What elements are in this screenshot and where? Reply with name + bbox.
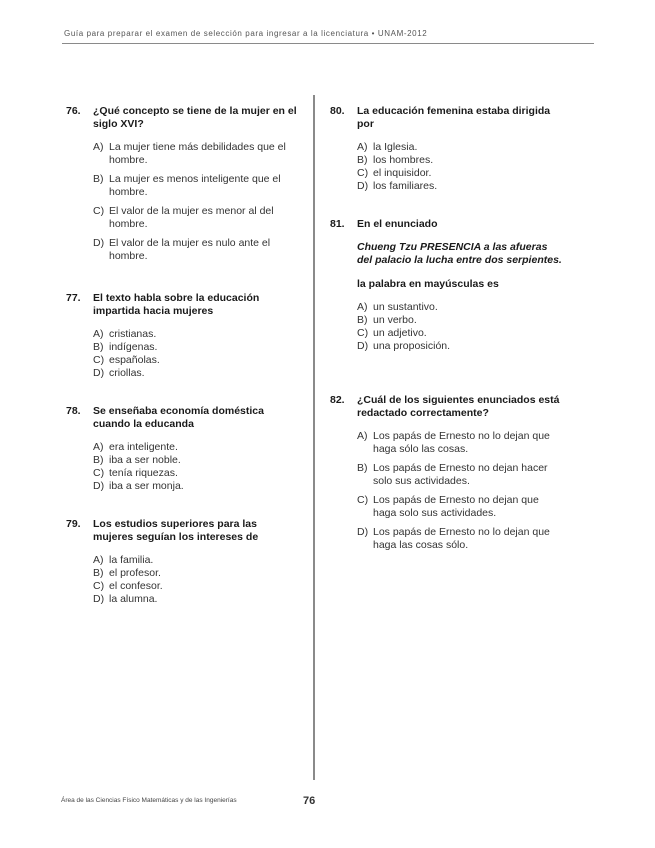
options-list xyxy=(357,301,565,353)
option-d[interactable] xyxy=(357,526,565,552)
option-text: Los papás de Ernesto no dejan hacer solo sus actividades. xyxy=(373,462,548,487)
option-b[interactable] xyxy=(93,173,298,199)
option-text: una proposición. xyxy=(373,340,451,352)
option-a[interactable] xyxy=(93,328,298,341)
option-text: Los papás de Ernesto no dejan que haga solo sus actividades. xyxy=(373,494,539,519)
option-d[interactable] xyxy=(357,180,565,193)
option-text: un adjetivo. xyxy=(373,327,427,339)
option-b[interactable] xyxy=(93,341,298,354)
option-text: iba a ser noble. xyxy=(109,454,181,466)
option-text: los hombres. xyxy=(373,154,434,166)
question-number: 79. xyxy=(66,518,81,530)
running-header: Guía para preparar el examen de selección para ingresar a la licenciatura • UNAM-2012 xyxy=(64,29,428,38)
question-80 xyxy=(330,105,565,193)
option-letter: C) xyxy=(93,205,105,217)
options-list xyxy=(93,441,298,493)
question-text: ¿Qué concepto se tiene de la mujer en el siglo XVI? xyxy=(93,105,297,130)
option-letter: C) xyxy=(93,580,105,592)
option-letter: C) xyxy=(357,167,369,179)
option-letter: B) xyxy=(93,173,104,185)
option-c[interactable] xyxy=(357,167,565,180)
question-text: En el enunciado xyxy=(357,218,438,230)
option-c[interactable] xyxy=(93,467,298,480)
question-text: ¿Cuál de los siguientes enunciados está redactado correctamente? xyxy=(357,394,560,419)
option-text: la Iglesia. xyxy=(373,141,418,153)
option-text: un sustantivo. xyxy=(373,301,438,313)
question-76 xyxy=(66,105,298,269)
option-a[interactable] xyxy=(93,554,298,567)
footer-area-label: Área de las Ciencias Físico Matemáticas y de las Ingenierías xyxy=(61,797,237,804)
option-d[interactable] xyxy=(93,593,298,606)
option-text: los familiares. xyxy=(373,180,438,192)
option-letter: D) xyxy=(357,526,369,538)
option-text: un verbo. xyxy=(373,314,417,326)
option-letter: B) xyxy=(357,154,368,166)
option-text: El valor de la mujer es nulo ante el hombre. xyxy=(109,237,271,262)
option-letter: D) xyxy=(357,340,369,352)
option-text: La mujer tiene más debilidades que el hombre. xyxy=(109,141,286,166)
option-letter: B) xyxy=(357,462,368,474)
option-text: tenía riquezas. xyxy=(109,467,178,479)
option-b[interactable] xyxy=(93,454,298,467)
options-list xyxy=(93,141,298,263)
options-list xyxy=(93,554,298,606)
option-b[interactable] xyxy=(357,154,565,167)
options-list xyxy=(357,141,565,193)
option-c[interactable] xyxy=(357,494,565,520)
option-c[interactable] xyxy=(93,354,298,367)
question-text: Los estudios superiores para las mujeres seguían los intereses de xyxy=(93,518,259,543)
option-letter: C) xyxy=(93,467,105,479)
option-d[interactable] xyxy=(93,367,298,380)
question-78 xyxy=(66,405,298,493)
column-divider xyxy=(313,95,315,780)
option-letter: A) xyxy=(357,141,368,153)
option-a[interactable] xyxy=(357,430,565,456)
option-d[interactable] xyxy=(357,340,565,353)
option-text: el inquisidor. xyxy=(373,167,432,179)
option-text: Los papás de Ernesto no lo dejan que haga las cosas sólo. xyxy=(373,526,550,551)
option-letter: B) xyxy=(93,454,104,466)
option-letter: D) xyxy=(93,480,105,492)
option-letter: D) xyxy=(93,593,105,605)
question-text: El texto habla sobre la educación impartida hacia mujeres xyxy=(93,292,260,317)
option-text: la familia. xyxy=(109,554,154,566)
option-text: cristianas. xyxy=(109,328,157,340)
options-list xyxy=(93,328,298,380)
option-letter: B) xyxy=(93,341,104,353)
option-text: el confesor. xyxy=(109,580,163,592)
option-a[interactable] xyxy=(357,301,565,314)
option-d[interactable] xyxy=(93,237,298,263)
question-81 xyxy=(330,218,565,353)
option-letter: A) xyxy=(357,301,368,313)
option-letter: A) xyxy=(93,554,104,566)
option-text: La mujer es menos inteligente que el hombre. xyxy=(109,173,281,198)
option-text: españolas. xyxy=(109,354,160,366)
option-letter: A) xyxy=(357,430,368,442)
option-letter: A) xyxy=(93,141,104,153)
question-79 xyxy=(66,518,298,606)
option-b[interactable] xyxy=(357,314,565,327)
question-prompt: la palabra en mayúsculas es xyxy=(357,278,499,290)
option-a[interactable] xyxy=(357,141,565,154)
option-a[interactable] xyxy=(93,441,298,454)
question-text: Se enseñaba economía doméstica cuando la educanda xyxy=(93,405,264,430)
option-text: El valor de la mujer es menor al del hombre. xyxy=(109,205,274,230)
option-letter: D) xyxy=(93,367,105,379)
option-b[interactable] xyxy=(93,567,298,580)
option-letter: B) xyxy=(93,567,104,579)
option-letter: C) xyxy=(357,327,369,339)
option-letter: B) xyxy=(357,314,368,326)
option-text: la alumna. xyxy=(109,593,158,605)
question-number: 82. xyxy=(330,394,345,406)
option-d[interactable] xyxy=(93,480,298,493)
option-c[interactable] xyxy=(93,205,298,231)
option-a[interactable] xyxy=(93,141,298,167)
option-text: el profesor. xyxy=(109,567,161,579)
option-text: criollas. xyxy=(109,367,145,379)
option-letter: D) xyxy=(93,237,105,249)
question-number: 77. xyxy=(66,292,81,304)
options-list xyxy=(357,430,565,552)
option-text: indígenas. xyxy=(109,341,158,353)
option-letter: C) xyxy=(357,494,369,506)
option-letter: C) xyxy=(93,354,105,366)
option-letter: A) xyxy=(93,328,104,340)
question-number: 81. xyxy=(330,218,345,230)
option-letter: A) xyxy=(93,441,104,453)
option-c[interactable] xyxy=(93,580,298,593)
question-number: 80. xyxy=(330,105,345,117)
option-c[interactable] xyxy=(357,327,565,340)
question-number: 76. xyxy=(66,105,81,117)
option-letter: D) xyxy=(357,180,369,192)
page-number: 76 xyxy=(303,795,316,807)
option-text: era inteligente. xyxy=(109,441,178,453)
option-b[interactable] xyxy=(357,462,565,488)
question-82 xyxy=(330,394,565,558)
header-rule xyxy=(62,43,594,44)
option-text: Los papás de Ernesto no lo dejan que haga sólo las cosas. xyxy=(373,430,550,455)
question-77 xyxy=(66,292,298,380)
question-number: 78. xyxy=(66,405,81,417)
sample-statement: Chueng Tzu PRESENCIA a las afueras del palacio la lucha entre dos serpientes. xyxy=(357,241,562,266)
option-text: iba a ser monja. xyxy=(109,480,184,492)
question-text: La educación femenina estaba dirigida por xyxy=(357,105,551,130)
